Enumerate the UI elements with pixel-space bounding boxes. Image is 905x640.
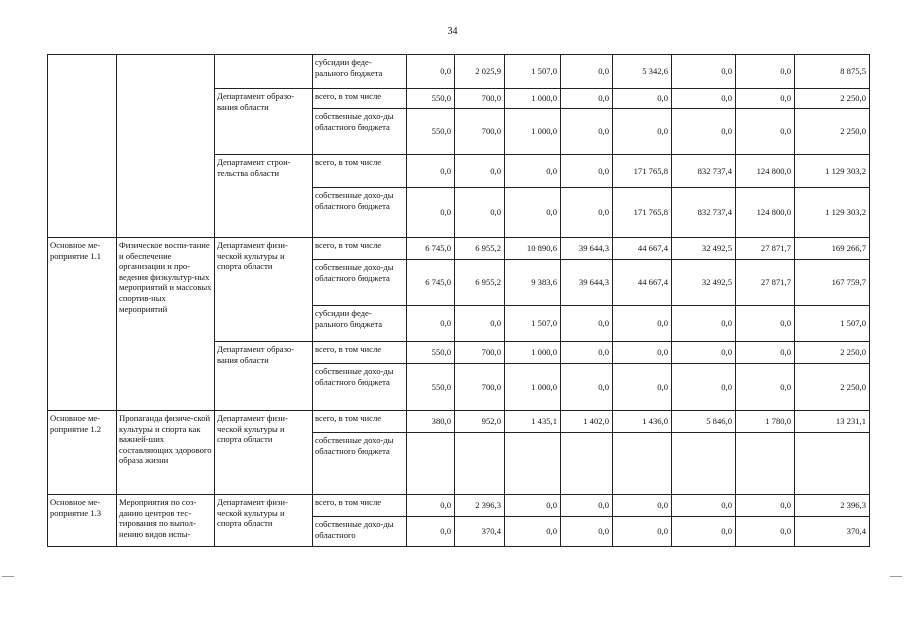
source-cell: собственные дохо-ды областного бюджета	[313, 260, 407, 306]
value-cell: 0,0	[561, 109, 613, 155]
value-cell: 0,0	[736, 89, 795, 109]
value-cell: 700,0	[455, 109, 505, 155]
value-cell: 0,0	[561, 55, 613, 89]
measure-cell: Основное ме-роприятие 1.2	[48, 411, 117, 495]
value-cell: 27 871,7	[736, 260, 795, 306]
source-cell: всего, в том числе	[313, 238, 407, 260]
value-cell: 1 507,0	[505, 306, 561, 342]
value-cell: 1 000,0	[505, 89, 561, 109]
value-cell: 1 436,0	[613, 411, 672, 433]
executor-cell: Департамент физи-ческой культуры и спорта области	[215, 238, 313, 342]
edge-mark-right	[890, 576, 902, 577]
value-cell	[407, 433, 455, 495]
value-cell: 0,0	[736, 306, 795, 342]
value-cell: 700,0	[455, 342, 505, 364]
value-cell: 0,0	[672, 495, 736, 517]
value-cell: 0,0	[672, 517, 736, 547]
executor-cell: Департамент строи-тельства области	[215, 155, 313, 238]
budget-table	[47, 54, 870, 547]
value-cell	[613, 433, 672, 495]
name-cell	[117, 55, 215, 238]
value-cell	[672, 433, 736, 495]
value-cell: 0,0	[561, 517, 613, 547]
total-cell: 2 250,0	[795, 364, 870, 411]
value-cell: 2 025,9	[455, 55, 505, 89]
value-cell	[505, 433, 561, 495]
value-cell: 0,0	[561, 155, 613, 188]
value-cell: 0,0	[736, 364, 795, 411]
value-cell: 0,0	[455, 188, 505, 238]
value-cell: 0,0	[505, 188, 561, 238]
value-cell: 0,0	[455, 306, 505, 342]
value-cell: 0,0	[736, 109, 795, 155]
value-cell: 0,0	[613, 342, 672, 364]
value-cell: 39 644,3	[561, 238, 613, 260]
total-cell: 169 266,7	[795, 238, 870, 260]
source-cell: субсидии феде-ральногo бюджета	[313, 55, 407, 89]
value-cell: 0,0	[672, 342, 736, 364]
value-cell: 0,0	[505, 495, 561, 517]
value-cell: 2 396,3	[455, 495, 505, 517]
value-cell: 0,0	[613, 109, 672, 155]
value-cell: 0,0	[613, 495, 672, 517]
value-cell: 550,0	[407, 89, 455, 109]
value-cell: 1 402,0	[561, 411, 613, 433]
name-cell: Физическое воспи-тание и обеспечение организации и про-ведения физкультур-ных мероприятий и массовых спортив-ных мероприятий	[117, 238, 215, 411]
executor-cell	[215, 55, 313, 89]
value-cell: 370,4	[455, 517, 505, 547]
value-cell: 0,0	[672, 364, 736, 411]
value-cell: 0,0	[736, 517, 795, 547]
source-cell: собственные дохо-ды областного бюджета	[313, 433, 407, 495]
value-cell: 550,0	[407, 109, 455, 155]
value-cell: 6 745,0	[407, 260, 455, 306]
value-cell: 0,0	[672, 89, 736, 109]
total-cell: 2 250,0	[795, 89, 870, 109]
value-cell: 0,0	[561, 495, 613, 517]
value-cell: 5 846,0	[672, 411, 736, 433]
value-cell: 0,0	[613, 306, 672, 342]
source-cell: всего, в том числе	[313, 411, 407, 433]
value-cell: 27 871,7	[736, 238, 795, 260]
value-cell	[736, 433, 795, 495]
value-cell: 6 955,2	[455, 238, 505, 260]
value-cell: 10 890,6	[505, 238, 561, 260]
value-cell: 9 383,6	[505, 260, 561, 306]
value-cell	[455, 433, 505, 495]
value-cell: 1 507,0	[505, 55, 561, 89]
executor-cell: Департамент физи-ческой культуры и спорта области	[215, 495, 313, 547]
value-cell: 0,0	[505, 517, 561, 547]
value-cell: 44 667,4	[613, 238, 672, 260]
value-cell: 124 800,0	[736, 155, 795, 188]
value-cell: 5 342,6	[613, 55, 672, 89]
value-cell	[561, 433, 613, 495]
table-row	[48, 55, 870, 89]
total-cell: 13 231,1	[795, 411, 870, 433]
value-cell: 1 780,0	[736, 411, 795, 433]
total-cell: 370,4	[795, 517, 870, 547]
value-cell: 0,0	[613, 364, 672, 411]
total-cell: 1 507,0	[795, 306, 870, 342]
page-number: 34	[447, 26, 458, 37]
value-cell: 32 492,5	[672, 260, 736, 306]
table-row	[48, 411, 870, 433]
value-cell: 1 000,0	[505, 109, 561, 155]
total-cell: 2 250,0	[795, 342, 870, 364]
value-cell: 700,0	[455, 89, 505, 109]
value-cell: 44 667,4	[613, 260, 672, 306]
total-cell: 8 875,5	[795, 55, 870, 89]
value-cell: 0,0	[561, 89, 613, 109]
measure-cell: Основное ме-роприятие 1.3	[48, 495, 117, 547]
total-cell: 1 129 303,2	[795, 155, 870, 188]
value-cell: 0,0	[561, 188, 613, 238]
executor-cell: Департамент физи-ческой культуры и спорта области	[215, 411, 313, 495]
total-cell: 2 250,0	[795, 109, 870, 155]
value-cell: 0,0	[407, 517, 455, 547]
value-cell: 0,0	[613, 89, 672, 109]
value-cell: 0,0	[561, 364, 613, 411]
source-cell: всего, в том числе	[313, 342, 407, 364]
name-cell: Пропаганда физиче-ской культуры и спорта как важней-ших составляющих здорового образа жизни	[117, 411, 215, 495]
value-cell: 952,0	[455, 411, 505, 433]
value-cell: 0,0	[407, 155, 455, 188]
value-cell: 6 745,0	[407, 238, 455, 260]
total-cell: 1 129 303,2	[795, 188, 870, 238]
name-cell: Мероприятия по соз-данию центров тес-тирования по выпол-нению видов испы-	[117, 495, 215, 547]
value-cell: 380,0	[407, 411, 455, 433]
table-row	[48, 495, 870, 517]
value-cell: 550,0	[407, 364, 455, 411]
value-cell: 832 737,4	[672, 188, 736, 238]
table-row	[48, 238, 870, 260]
source-cell: всего, в том числе	[313, 89, 407, 109]
value-cell: 124 800,0	[736, 188, 795, 238]
value-cell: 0,0	[672, 306, 736, 342]
edge-mark-left	[2, 576, 14, 577]
value-cell: 0,0	[561, 342, 613, 364]
source-cell: субсидии феде-рального бюджета	[313, 306, 407, 342]
value-cell: 0,0	[407, 188, 455, 238]
measure-cell	[48, 55, 117, 238]
value-cell: 6 955,2	[455, 260, 505, 306]
value-cell: 832 737,4	[672, 155, 736, 188]
value-cell: 39 644,3	[561, 260, 613, 306]
value-cell: 550,0	[407, 342, 455, 364]
value-cell: 1 000,0	[505, 342, 561, 364]
total-cell	[795, 433, 870, 495]
value-cell: 0,0	[672, 55, 736, 89]
value-cell: 0,0	[672, 109, 736, 155]
value-cell: 0,0	[455, 155, 505, 188]
source-cell: собственные дохо-ды областного	[313, 517, 407, 547]
source-cell: всего, в том числе	[313, 495, 407, 517]
source-cell: собственные дохо-ды областного бюджета	[313, 364, 407, 411]
value-cell: 0,0	[407, 55, 455, 89]
value-cell: 171 765,8	[613, 188, 672, 238]
total-cell: 2 396,3	[795, 495, 870, 517]
value-cell: 0,0	[736, 495, 795, 517]
value-cell: 0,0	[736, 55, 795, 89]
source-cell: собственные дохо-ды областного бюджета	[313, 109, 407, 155]
value-cell: 0,0	[613, 517, 672, 547]
source-cell: всего, в том числе	[313, 155, 407, 188]
value-cell: 0,0	[407, 495, 455, 517]
value-cell: 32 492,5	[672, 238, 736, 260]
value-cell: 0,0	[505, 155, 561, 188]
value-cell: 0,0	[407, 306, 455, 342]
value-cell: 0,0	[736, 342, 795, 364]
value-cell: 700,0	[455, 364, 505, 411]
measure-cell: Основное ме-роприятие 1.1	[48, 238, 117, 411]
source-cell: собственные дохо-ды областного бюджета	[313, 188, 407, 238]
value-cell: 1 435,1	[505, 411, 561, 433]
total-cell: 167 759,7	[795, 260, 870, 306]
value-cell: 171 765,8	[613, 155, 672, 188]
executor-cell: Департамент образо-вания области	[215, 89, 313, 155]
value-cell: 1 000,0	[505, 364, 561, 411]
executor-cell: Департамент образо-вания области	[215, 342, 313, 411]
value-cell: 0,0	[561, 306, 613, 342]
